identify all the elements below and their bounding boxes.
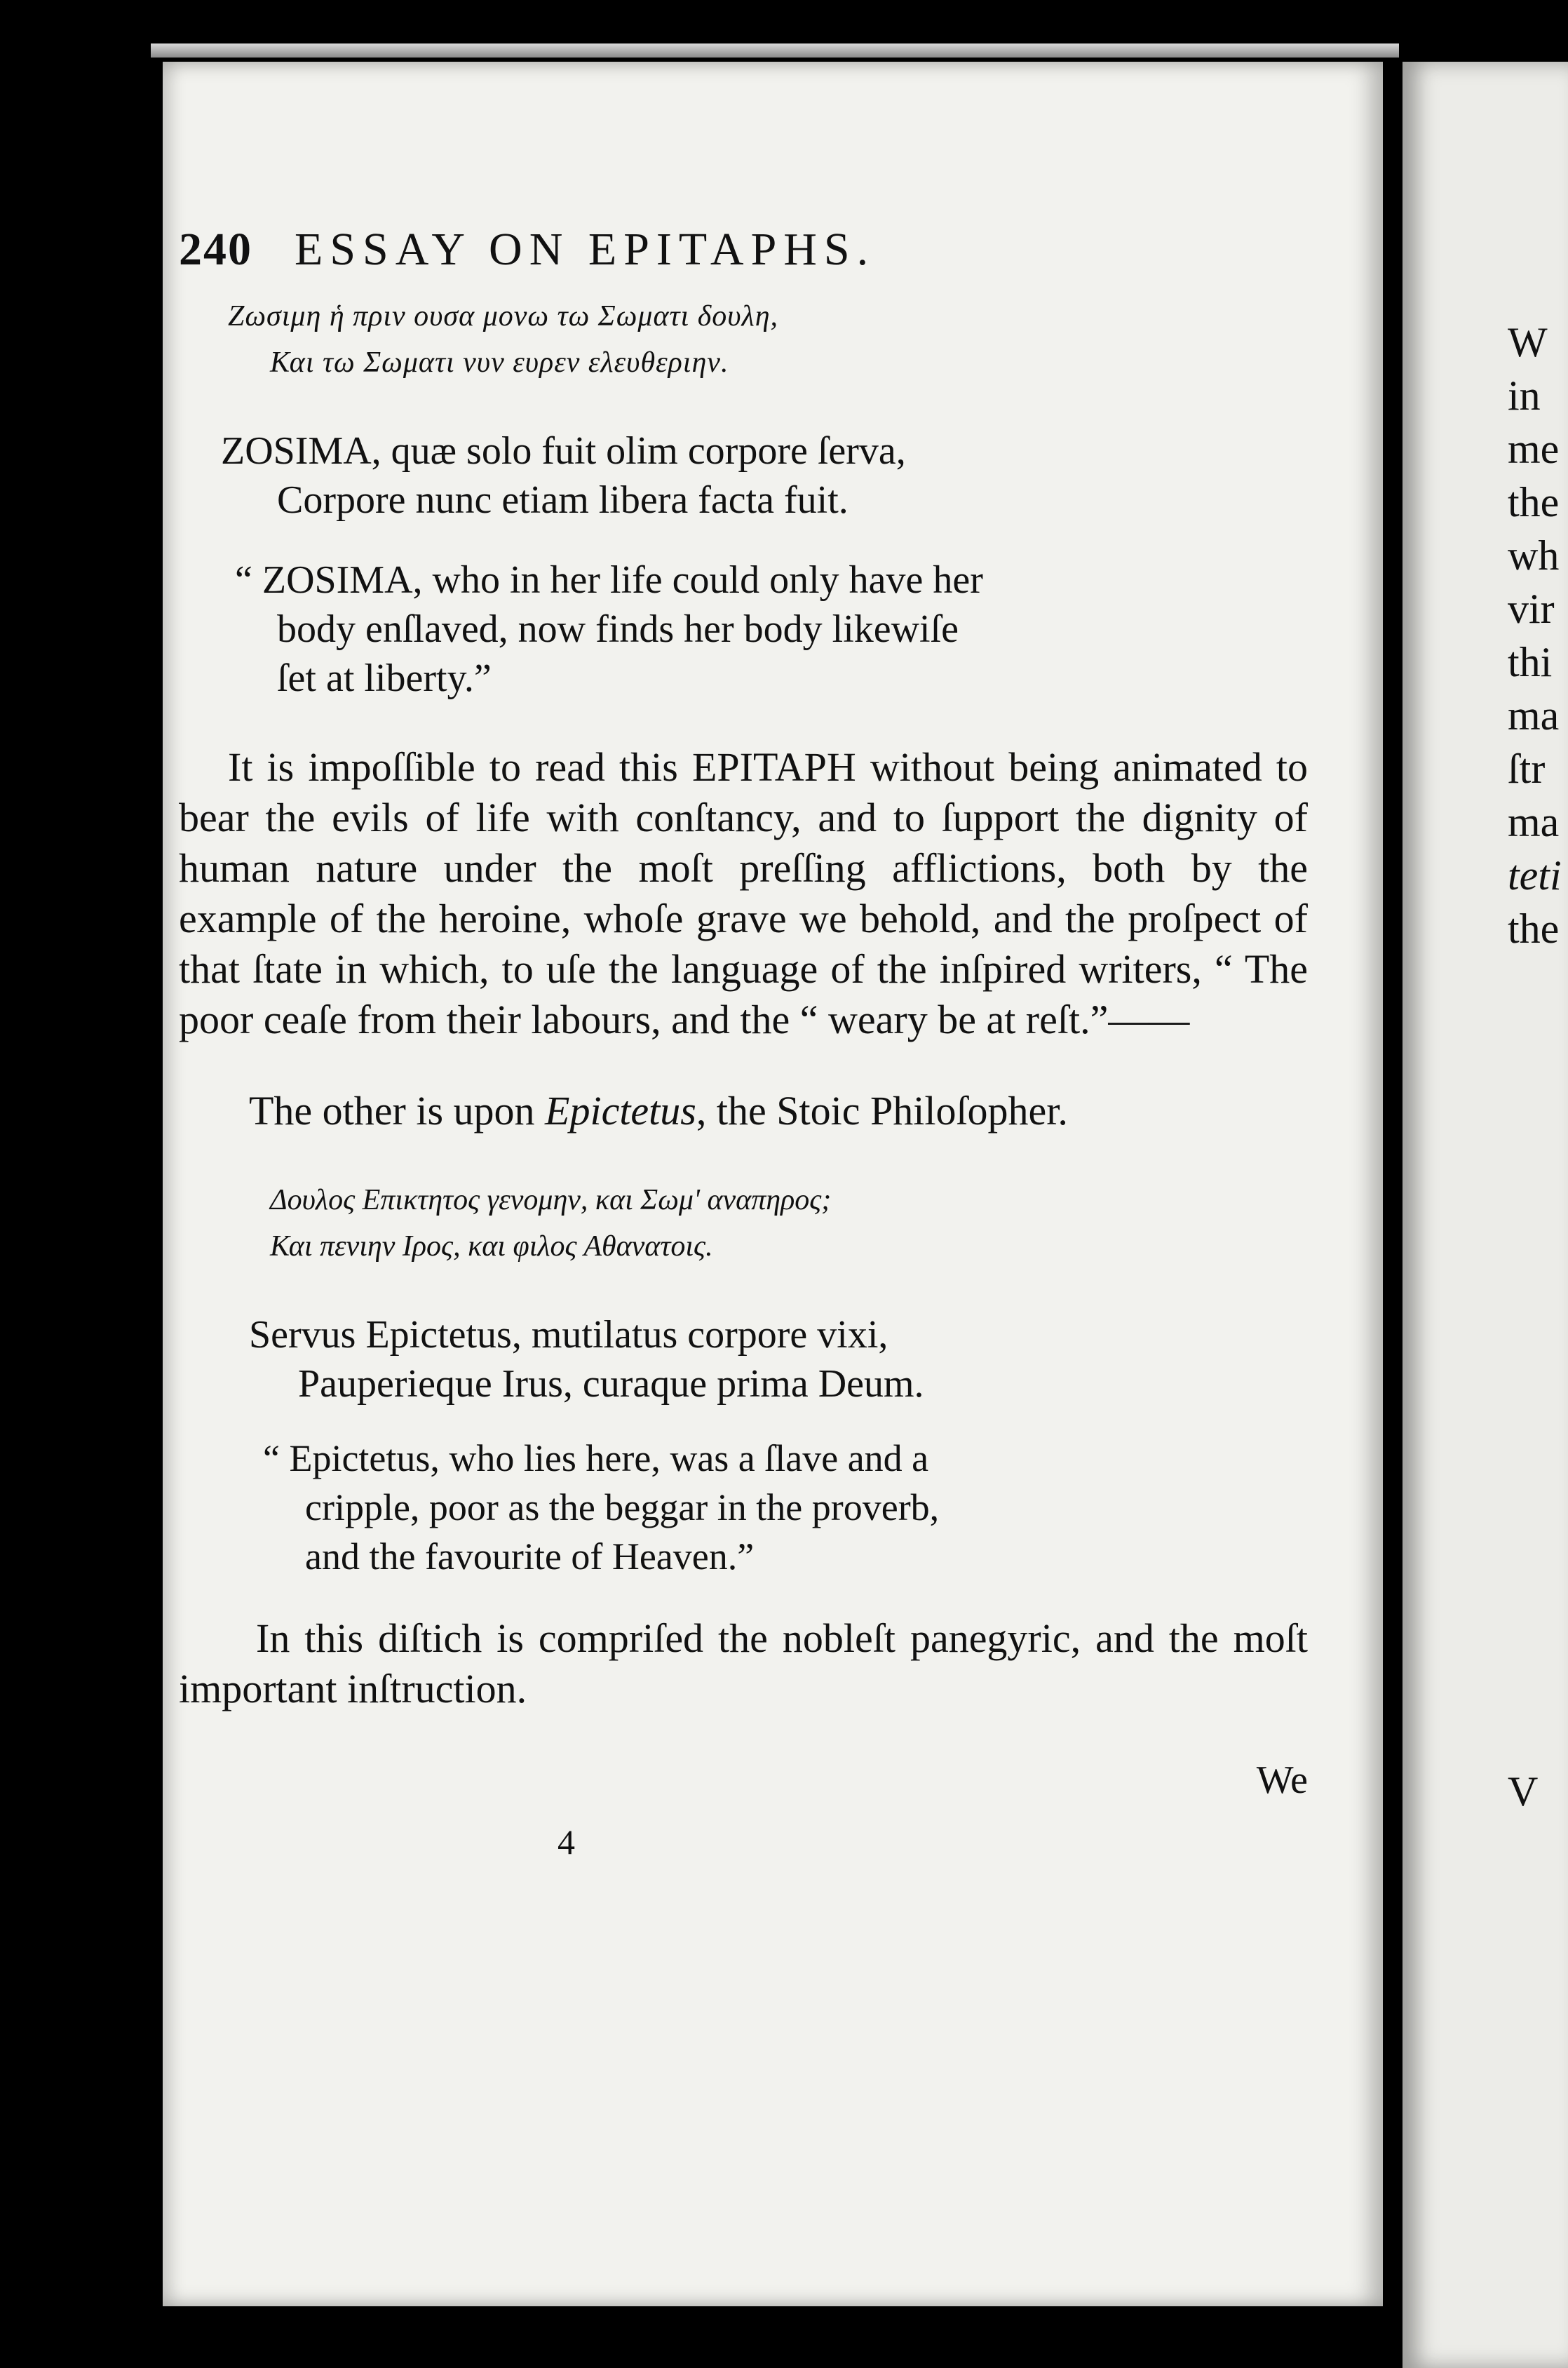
- translation-line: and the favourite of Heaven.”: [305, 1535, 755, 1577]
- latin-line: Pauperieque Irus, curaque prima Deum.: [298, 1362, 924, 1406]
- translation-line: body enſlaved, now finds her body likewiſe: [277, 607, 959, 651]
- fragment-line: ma: [1508, 799, 1560, 845]
- translation-2: [179, 1434, 1308, 1581]
- fragment-line: teti: [1508, 852, 1562, 899]
- greek-line: Και τω Σωματι νυν ευρεν ελευθεριην.: [270, 347, 729, 379]
- right-page-text-fragment: [1508, 316, 1568, 955]
- fragment-line: thi: [1508, 639, 1553, 685]
- latin-line: Corpore nunc etiam libera facta fuit.: [277, 478, 849, 522]
- translation-line: “ Epictetus, who lies here, was a ſlave and a: [263, 1437, 929, 1479]
- left-page-content: [179, 224, 1308, 1867]
- page-number: 240: [179, 224, 252, 275]
- paragraph-1: It is impoſſible to read this EPITAPH without being animated to bear the evils of life with conſtancy, and to ſupport the dignity of human nature under the moſt preſſing afflictions, both by the example of the heroine, whoſe grave we behold, and the proſpect of that ſtate in which, to uſe the language of the inſpired writers, “ The poor ceaſe from their labours, and the “ weary be at reſt.”——: [179, 744, 1308, 1042]
- translation-line: cripple, poor as the beggar in the proverb,: [305, 1486, 940, 1528]
- fragment-line: wh: [1508, 532, 1560, 579]
- epictetus-name: Epictetus: [545, 1088, 696, 1133]
- running-header: [179, 224, 1308, 275]
- running-title: ESSAY ON EPITAPHS.: [295, 224, 876, 275]
- translation-1: [179, 556, 1308, 703]
- paragraph-2-lead: The other is upon: [249, 1088, 546, 1133]
- scanner-edge: [151, 43, 1399, 58]
- greek-epitaph-1: [179, 293, 1308, 386]
- greek-line: Ζωσιμη ἡ πριν ουσα μονω τω Σωματι δουλη,: [228, 300, 779, 332]
- fragment-line: W: [1508, 319, 1548, 365]
- latin-epitaph-1: [179, 426, 1308, 525]
- greek-epitaph-2: [179, 1177, 1308, 1270]
- greek-line: Και πενιην Ιρος, και φιλος Αθανατοις.: [270, 1230, 713, 1263]
- fragment-line: in: [1508, 372, 1541, 419]
- right-page-bottom-letter: V: [1508, 1768, 1539, 1815]
- latin-line: ZOSIMA, quæ solo fuit olim corpore ſerva,: [221, 429, 906, 473]
- fragment-line: ſtr: [1508, 746, 1546, 792]
- catchword: We: [1256, 1758, 1308, 1802]
- fragment-line: me: [1508, 426, 1560, 472]
- paragraph-3: In this diſtich is compriſed the nobleſt panegyric, and the moſt important inſtruction.: [179, 1615, 1308, 1711]
- latin-line: Servus Epictetus, mutilatus corpore vixi,: [249, 1313, 888, 1357]
- fragment-line: vir: [1508, 586, 1555, 632]
- fragment-line: the: [1508, 906, 1560, 952]
- greek-line: Δουλος Επικτητος γενομην, και Σωμ' αναπηρος;: [270, 1184, 832, 1216]
- translation-line: “ ZOSIMA, who in her life could only have her: [235, 558, 983, 602]
- fragment-line: the: [1508, 479, 1560, 525]
- paragraph-2-tail: , the Stoic Philoſopher.: [696, 1088, 1068, 1133]
- paragraph-2: [179, 1086, 1308, 1136]
- signature-mark: 4: [557, 1822, 575, 1862]
- fragment-line: ma: [1508, 692, 1560, 739]
- translation-line: ſet at liberty.”: [277, 657, 492, 700]
- latin-epitaph-2: [179, 1310, 1308, 1408]
